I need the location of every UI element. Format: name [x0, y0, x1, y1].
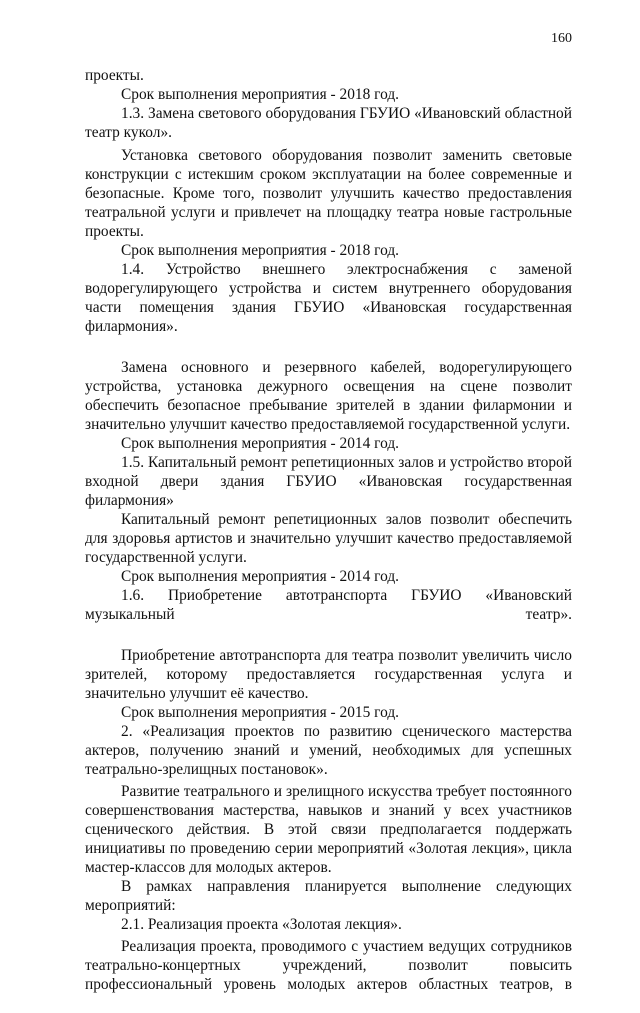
paragraph: Срок выполнения мероприятия - 2018 год.: [121, 242, 400, 259]
paragraph: 2.1. Реализация проекта «Золотая лекция».: [121, 916, 402, 933]
paragraph: 1.6. Приобретение автотранспорта ГБУИО «Ивановский музыкальный театр».: [85, 587, 572, 623]
paragraph: Приобретение автотранспорта для театра позволит увеличить число зрителей, которому предоставляется государственная услуга и значительно улучшит её качество.: [85, 647, 572, 702]
paragraph: 1.5. Капитальный ремонт репетиционных залов и устройство второй входной двери здания ГБУИО «Ивановская государственная филармония»: [85, 454, 572, 509]
paragraph: Срок выполнения мероприятия - 2014 год.: [121, 435, 400, 452]
paragraph: 1.4. Устройство внешнего электроснабжения с заменой водорегулирующего устройства и систем внутреннего оборудования части помещения здания ГБУИО «Ивановская государственная филармония».: [85, 261, 572, 335]
paragraph: 2. «Реализация проектов по развитию сценического мастерства актеров, получению знаний и умений, необходимых для успешных театрально-зрелищных постановок».: [85, 723, 572, 778]
paragraph: В рамках направления планируется выполнение следующих мероприятий:: [85, 878, 572, 914]
paragraph: Реализация проекта, проводимого с участием ведущих сотрудников театрально-концертных учреждений, позволит повысить профессиональный уровень молодых актеров областных театров, в: [85, 938, 572, 993]
paragraph: 1.3. Замена светового оборудования ГБУИО «Ивановский областной театр кукол».: [85, 105, 572, 141]
body-text: [85, 66, 572, 1013]
paragraph: Срок выполнения мероприятия - 2014 год.: [121, 568, 400, 585]
paragraph: проекты.: [85, 67, 144, 84]
paragraph: Замена основного и резервного кабелей, водорегулирующего устройства, установка дежурного освещения на сцене позволит обеспечить безопасное пребывание зрителей в здании филармонии и значительно улучшит качество предоставляемой государственной услуги.: [85, 359, 572, 433]
paragraph: Срок выполнения мероприятия - 2018 год.: [121, 86, 400, 103]
paragraph: Срок выполнения мероприятия - 2015 год.: [121, 704, 400, 721]
paragraph: Развитие театрального и зрелищного искусства требует постоянного совершенствования мастерства, навыков и знаний у всех участников сценического действия. В этой связи предполагается поддержать инициативы по проведению серии мероприятий «Золотая лекция», цикла мастер-классов для молодых актеров.: [85, 783, 572, 876]
page-number: 160: [551, 31, 572, 46]
paragraph: Капитальный ремонт репетиционных залов позволит обеспечить для здоровья артистов и значительно улучшит качество предоставляемой государственной услуги.: [85, 511, 572, 566]
paragraph: Установка светового оборудования позволит заменить световые конструкции с истекшим сроком эксплуатации на более современные и безопасные. Кроме того, позволит улучшить качество предоставления театральной услуги и привлечет на площадку театра новые гастрольные проекты.: [85, 147, 572, 240]
